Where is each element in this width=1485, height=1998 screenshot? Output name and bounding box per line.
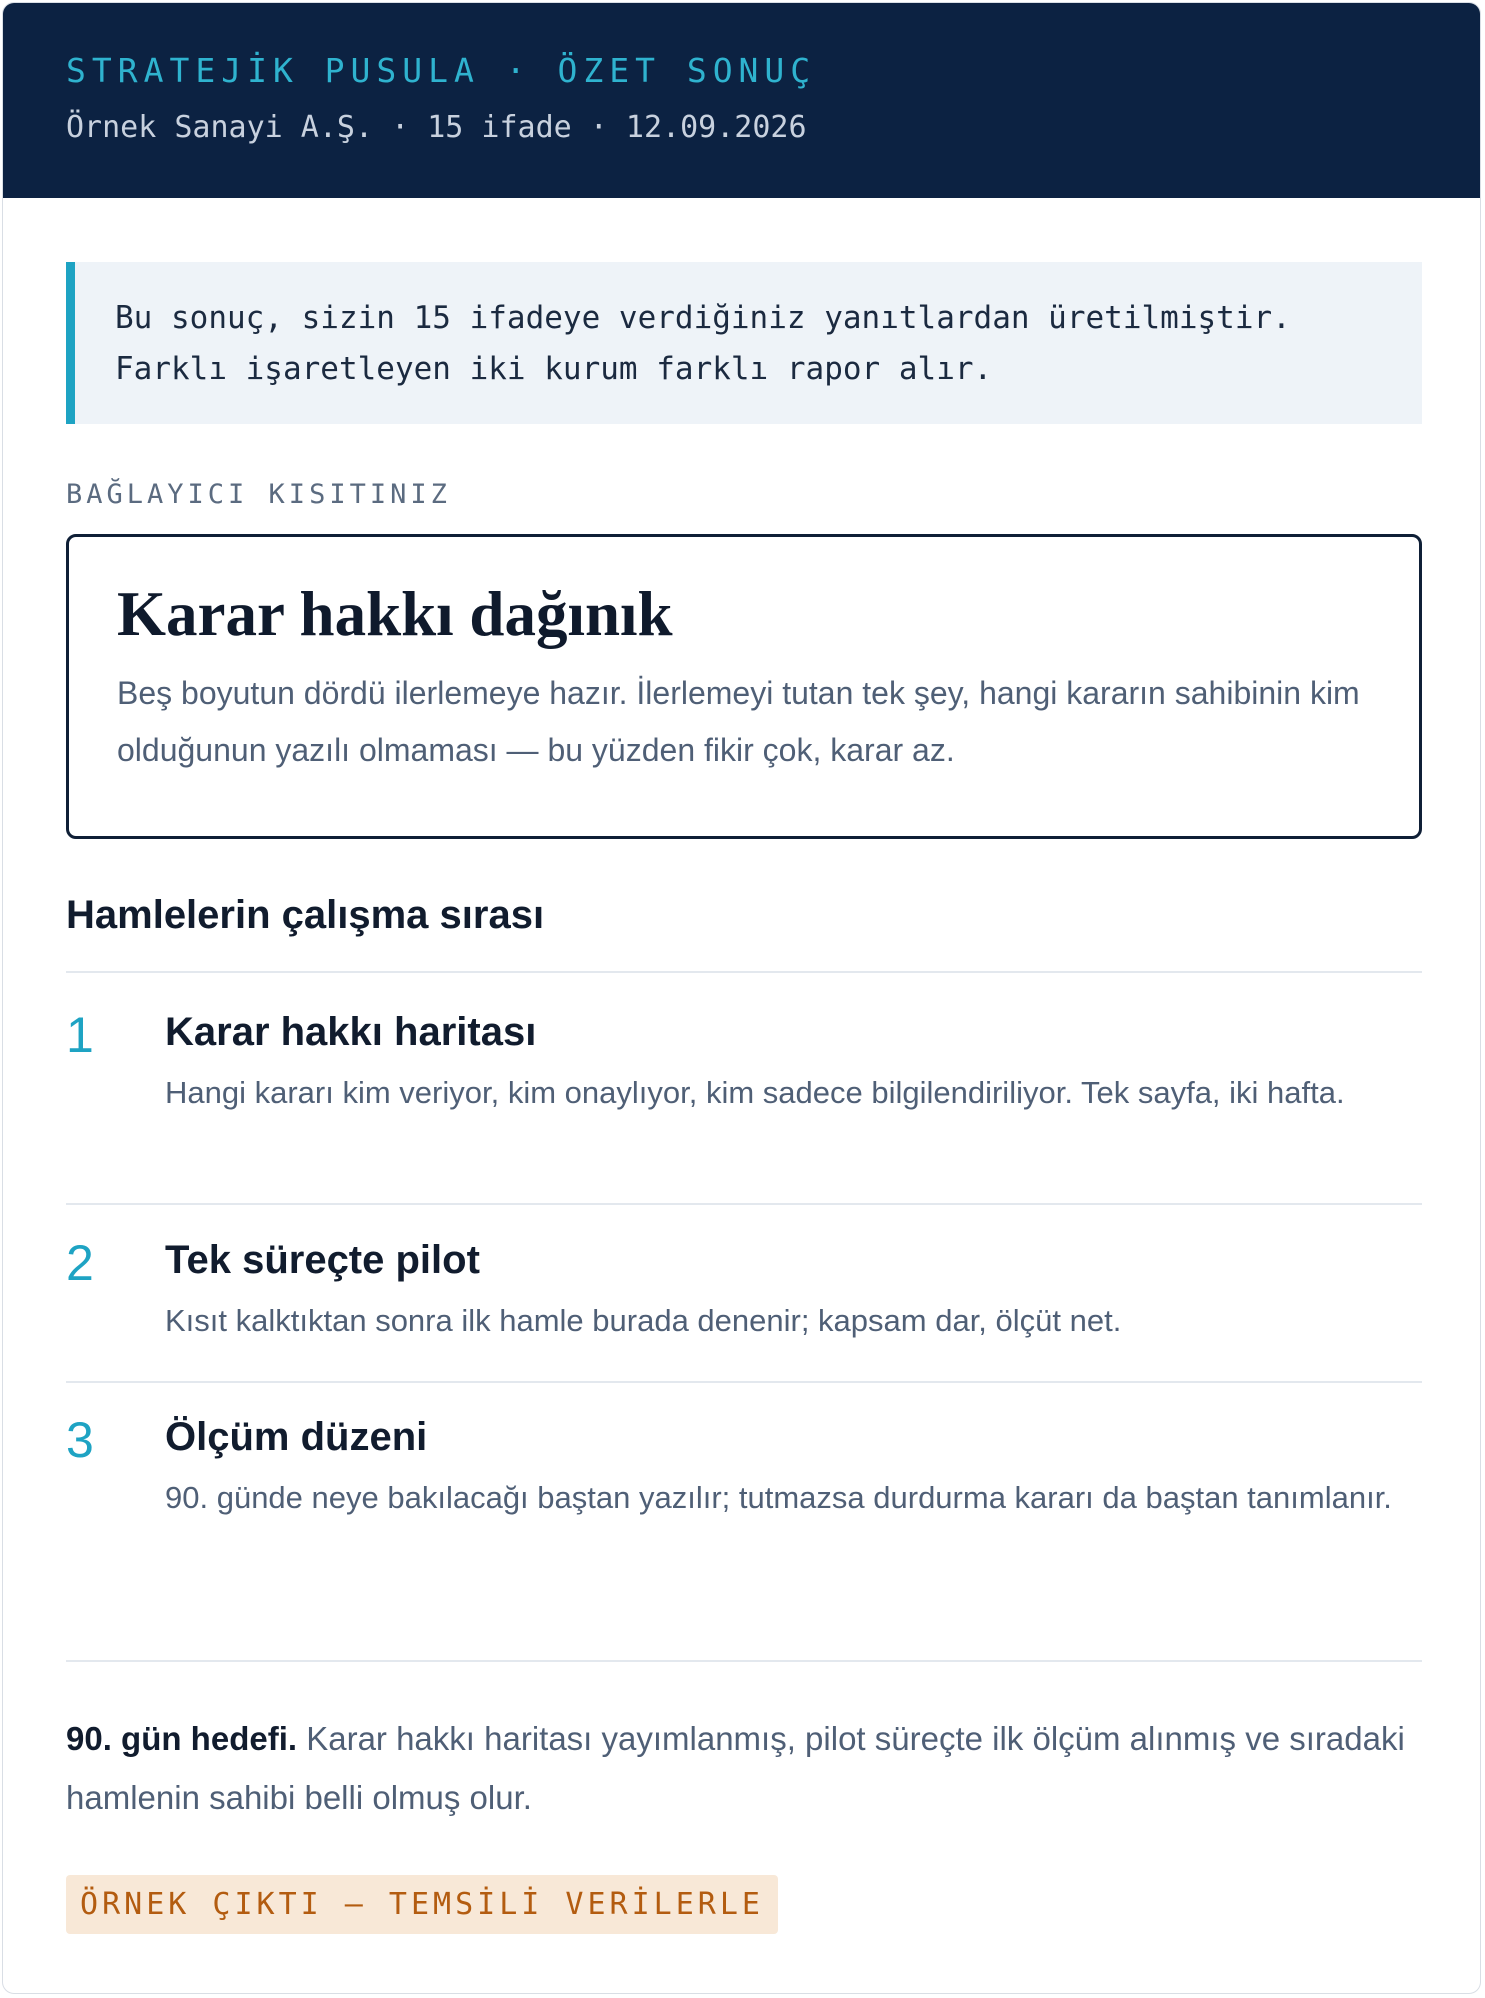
constraint-title: Karar hakkı dağınık: [117, 579, 673, 649]
info-note-line: Bu sonuç, sizin 15 ifadeye verdiğiniz yanıtlardan üretilmiştir.: [115, 300, 1291, 336]
goal-paragraph: [66, 1709, 1422, 1827]
divider: [66, 1381, 1422, 1383]
report-meta: Örnek Sanayi A.Ş. · 15 ifade · 12.09.2026: [66, 110, 807, 145]
step-description: Hangi kararı kim veriyor, kim onaylıyor, kim sadece bilgilendiriliyor. Tek sayfa, iki hafta.: [165, 1075, 1345, 1110]
step-description: Kısıt kalktıktan sonra ilk hamle burada denenir; kapsam dar, ölçüt net.: [165, 1303, 1122, 1338]
divider: [66, 971, 1422, 973]
step-title: Karar hakkı haritası: [165, 1010, 537, 1054]
step-item: [66, 1005, 1422, 1195]
report-header: [3, 3, 1480, 198]
goal-text: Karar hakkı haritası yayımlanmış, pilot süreçte ilk ölçüm alınmış ve sıradaki hamlenin sahibi belli olmuş olur.: [66, 1720, 1405, 1816]
step-title: Tek süreçte pilot: [165, 1238, 480, 1282]
info-note: [66, 262, 1422, 424]
constraint-box: [66, 534, 1422, 839]
step-number: 2: [66, 1235, 94, 1291]
step-number: 3: [66, 1412, 94, 1468]
sample-output-badge: ÖRNEK ÇIKTI — TEMSİLİ VERİLERLE: [66, 1875, 778, 1934]
info-note-line: Farklı işaretleyen iki kurum farklı rapor alır.: [115, 351, 993, 387]
report-title: STRATEJİK PUSULA · ÖZET SONUÇ: [66, 51, 817, 90]
divider: [66, 1660, 1422, 1662]
constraint-section-label: BAĞLAYICI KISITINIZ: [66, 479, 451, 510]
constraint-description: Beş boyutun dördü ilerlemeye hazır. İlerlemeyi tutan tek şey, hangi kararın sahibinin kim olduğunun yazılı olmaması — bu yüzden fikir çok, karar az.: [117, 675, 1360, 768]
step-description: 90. günde neye bakılacağı baştan yazılır; tutmazsa durdurma kararı da baştan tanımlanır.: [165, 1480, 1392, 1515]
step-number: 1: [66, 1007, 94, 1063]
divider: [66, 1203, 1422, 1205]
steps-heading: Hamlelerin çalışma sırası: [66, 893, 545, 937]
step-item: [66, 1410, 1422, 1600]
step-title: Ölçüm düzeni: [165, 1415, 428, 1459]
goal-label: 90. gün hedefi.: [66, 1720, 298, 1757]
step-item: [66, 1233, 1422, 1373]
result-card: [2, 2, 1481, 1994]
